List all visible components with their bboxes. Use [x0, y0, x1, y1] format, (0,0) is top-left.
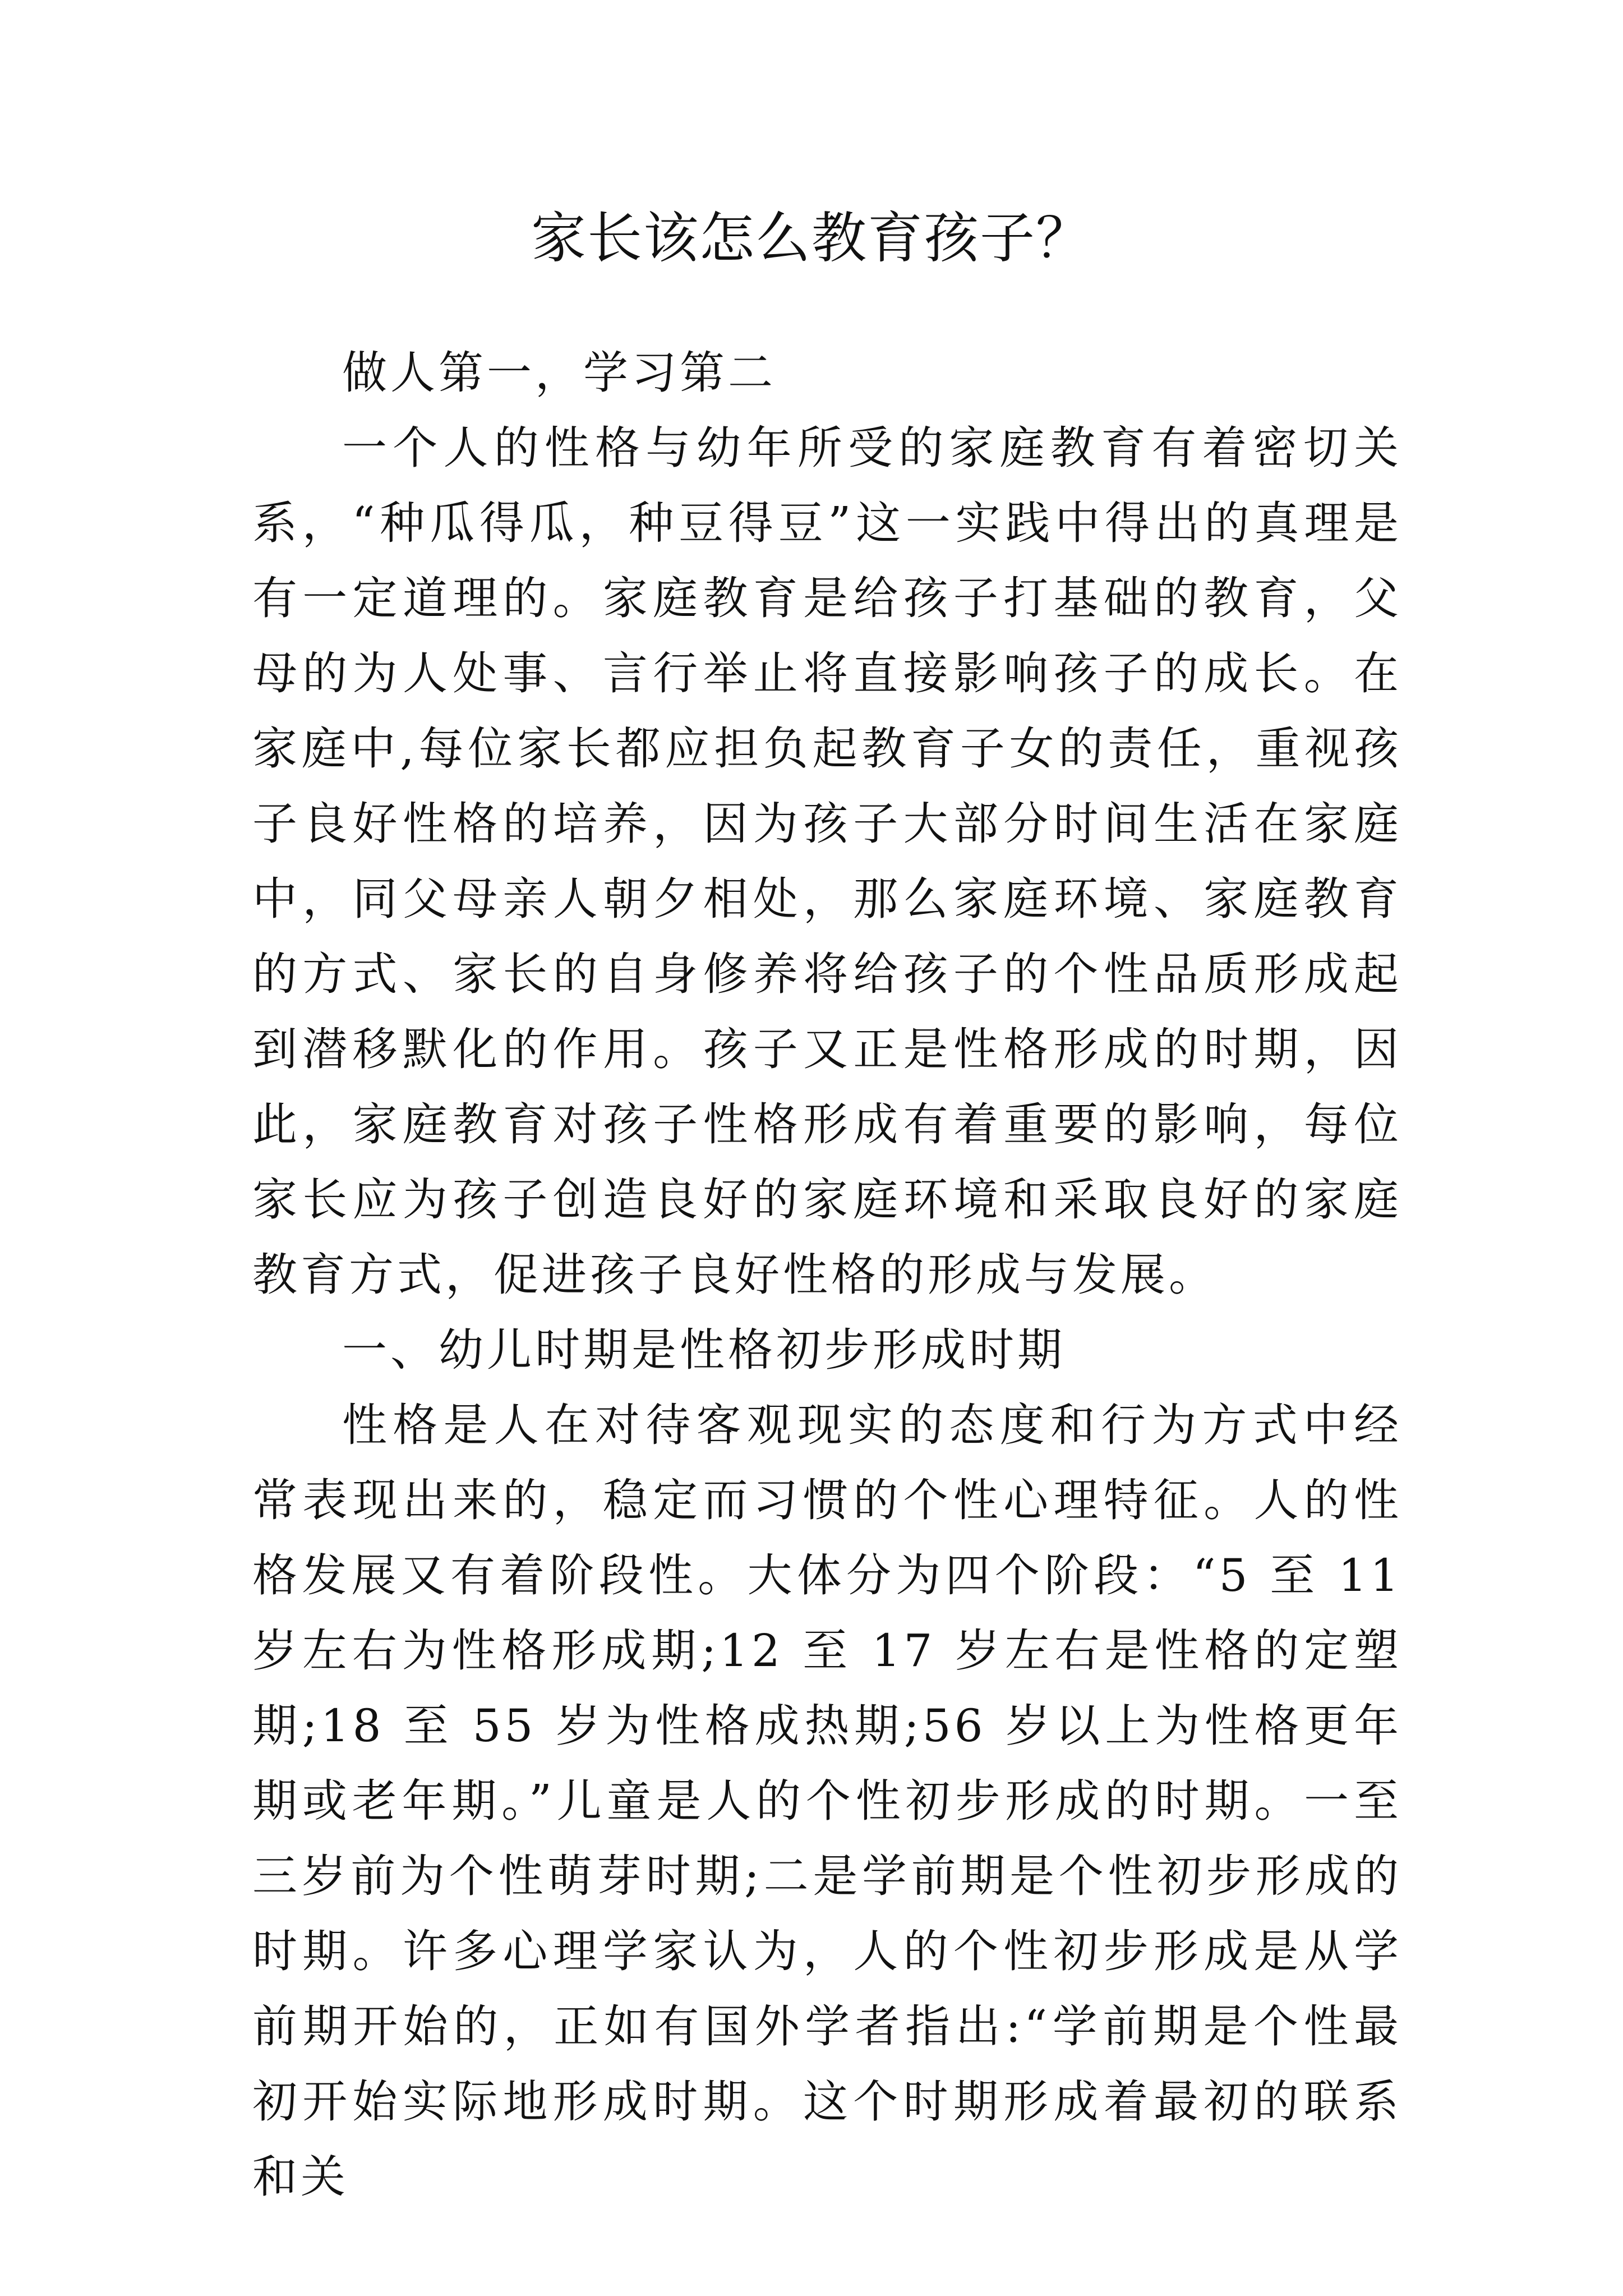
section-heading: 一、幼儿时期是性格初步形成时期: [342, 1324, 1066, 1376]
paragraph: 性格是人在对待客观现实的态度和行为方式中经常表现出来的，稳定而习惯的个性心理特征。人的性格发展又有着阶段性。大体分为四个阶段：“5 至 11 岁左右为性格形成期;12 至 17 岁左右是性格的定塑期;18 至 55 岁为性格成热期;56 岁以上为性格更年期或老年期。”儿童是人的个性初步形成的时期。一至三岁前为个性萌芽时期;二是学前期是个性初步形成的时期。许多心理学家认为，人的个性初步形成是从学前期开始的，正如有国外学者指出:“学前期是个性最初开始实际地形成时期。这个时期形成着最初的联系和关: [252, 1399, 1402, 2203]
document-title: 家长该怎么教育孩子？: [531, 206, 1092, 270]
document-body: [252, 335, 1402, 2215]
subtitle: 做人第一，学习第二: [342, 347, 776, 399]
paragraph: 一个人的性格与幼年所受的家庭教育有着密切关系，“种瓜得瓜，种豆得豆”这一实践中得出的真理是有一定道理的。家庭教育是给孩子打基础的教育，父母的为人处事、言行举止将直接影响孩子的成长。在家庭中,每位家长都应担负起教育子女的责任，重视孩子良好性格的培养，因为孩子大部分时间生活在家庭中，同父母亲人朝夕相处，那么家庭环境、家庭教育的方式、家长的自身修养将给孩子的个性品质形成起到潜移默化的作用。孩子又正是性格形成的时期，因此，家庭教育对孩子性格形成有着重要的影响，每位家长应为孩子创造良好的家庭环境和采取良好的家庭教育方式，促进孩子良好性格的形成与发展。: [252, 422, 1402, 1301]
